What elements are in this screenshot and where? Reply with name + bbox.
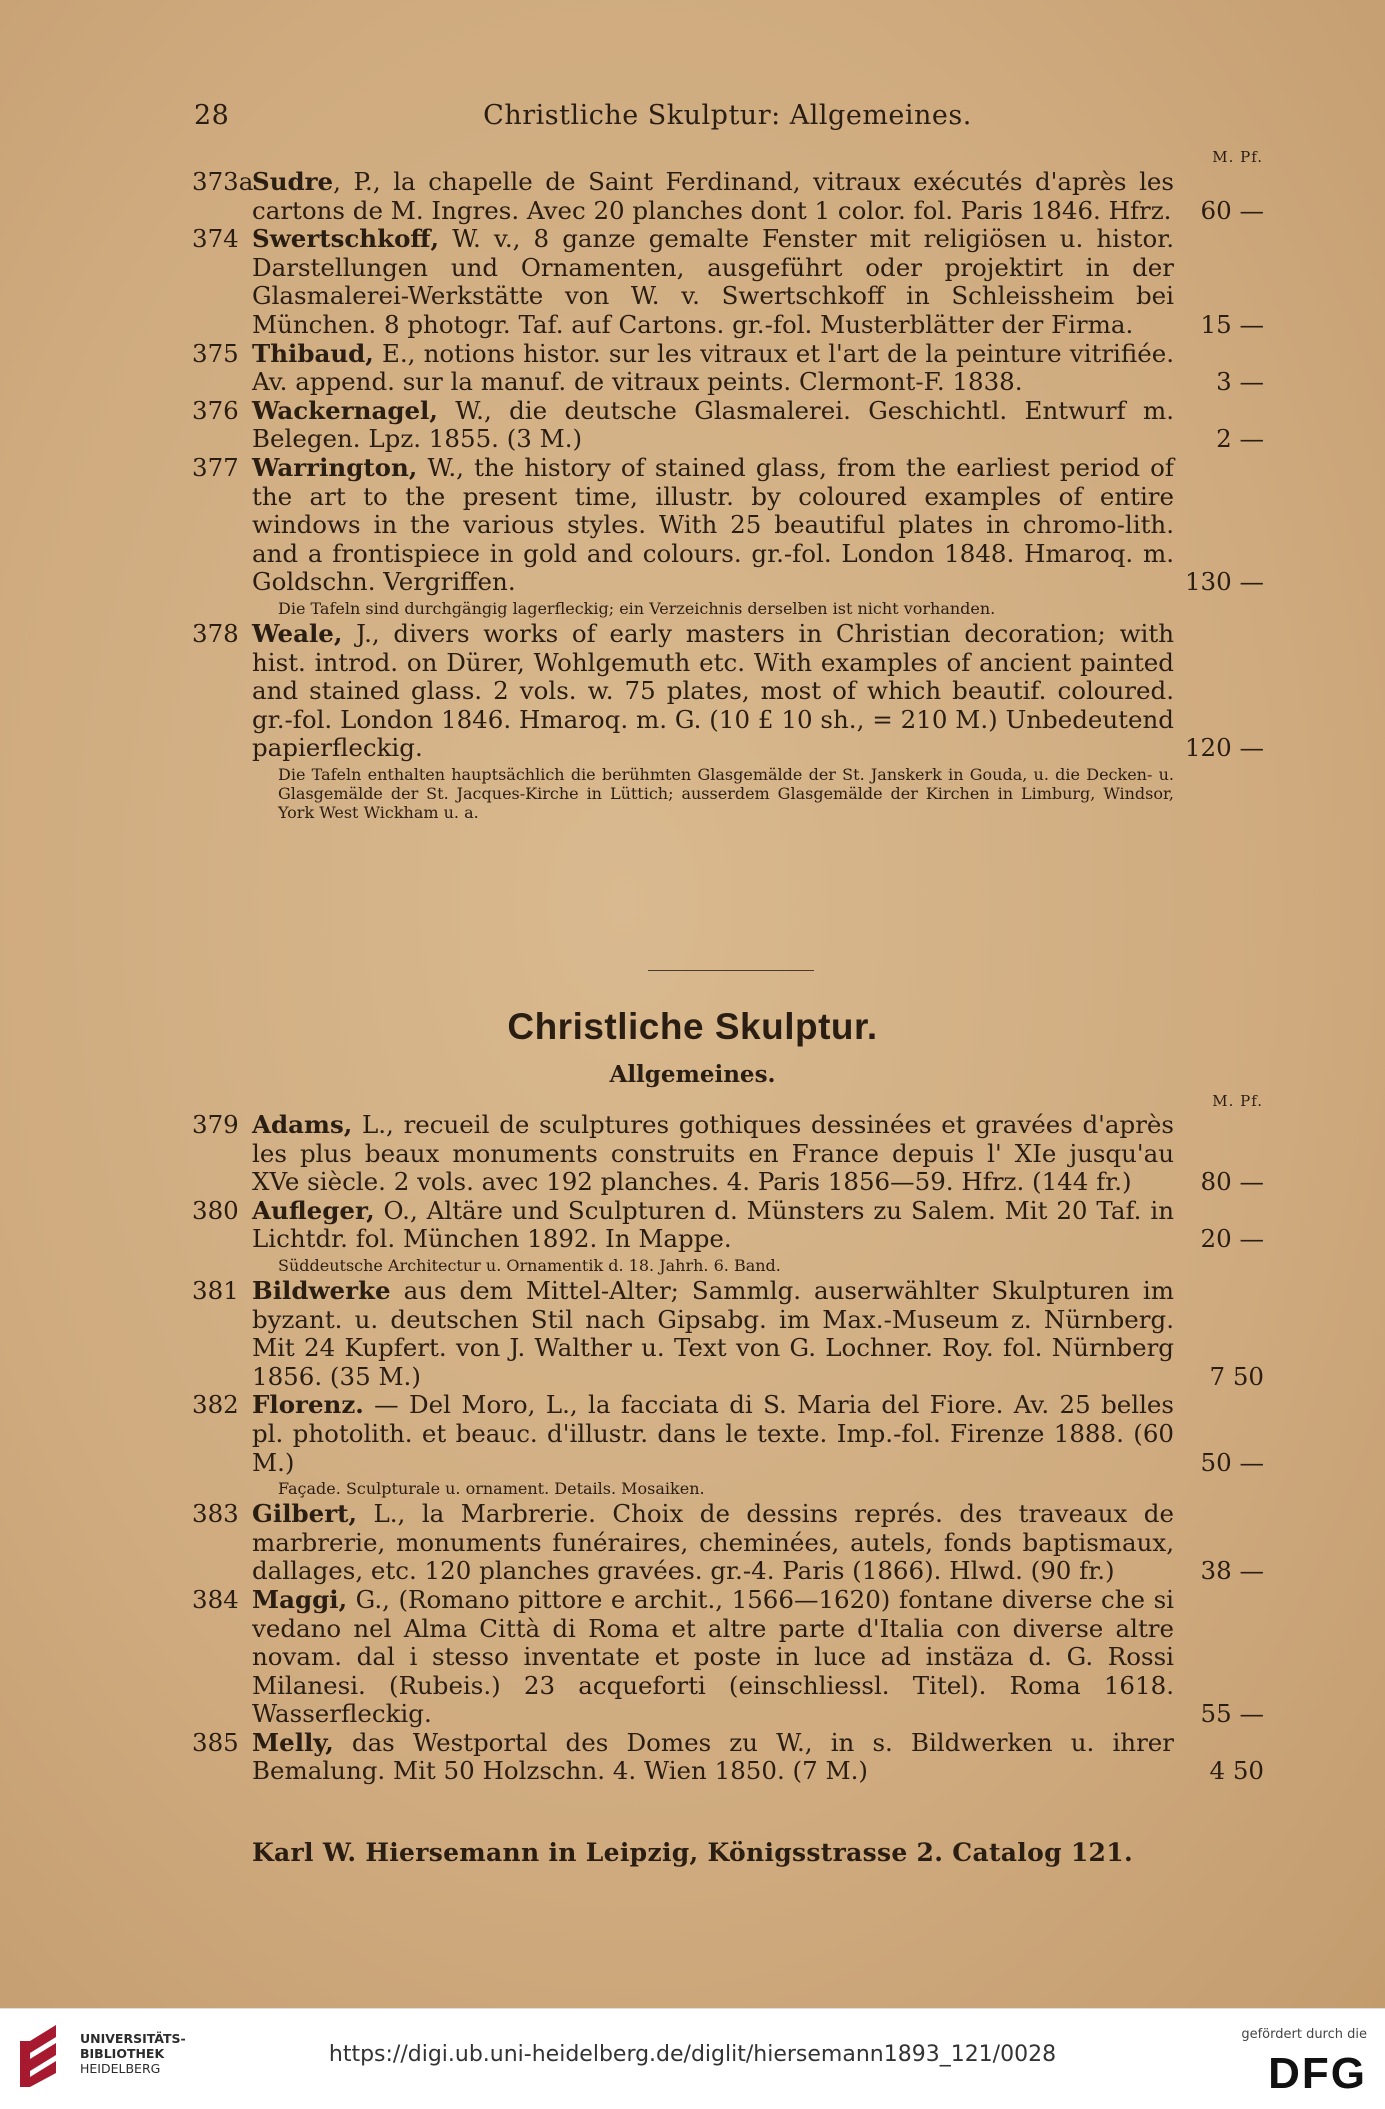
entry-text: das Westportal des Domes zu W., in s. Bildwerken u. ihrer Bemalung. Mit 50 Holzschn. 4. Wien 1850. (7 M.): [252, 1727, 1174, 1786]
entry-body: [252, 1277, 1270, 1391]
entry-price: 4 50: [1209, 1756, 1264, 1786]
entry-price: 130 —: [1184, 567, 1264, 597]
catalog-entry: [190, 1111, 1270, 1197]
running-title: Christliche Skulptur: Allgemeines.: [483, 100, 972, 131]
library-name-line1: UNIVERSITÄTS-: [80, 2031, 186, 2046]
currency-header-top: M. Pf.: [1212, 148, 1263, 166]
entry-text: L., recueil de sculptures gothiques dessinées et gravées d'après les plus beaux monuments construits en France depuis l' XIe jusqu'au XVe siècle. 2 vols. avec 192 planches. 4. Paris 1856—59. Hfrz. (144 fr.): [252, 1110, 1174, 1197]
entry-body: [252, 1586, 1270, 1729]
entry-text: aus dem Mittel-Alter; Sammlg. auserwählter Skulpturen im byzant. u. deutschen Stil nach Gipsabg. im Max.-Museum z. Nürnberg. Mit 24 Kupfert. von J. Walther u. Text von G. Lochner. Roy. fol. Nürnberg 1856. (35 M.): [252, 1275, 1174, 1391]
entry-note: Süddeutsche Architectur u. Ornamentik d. 18. Jahrh. 6. Band.: [278, 1255, 781, 1275]
entry-author: Swertschkoff,: [252, 224, 440, 254]
catalog-entry: [190, 1500, 1270, 1586]
entry-text: — Del Moro, L., la facciata di S. Maria del Fiore. Av. 25 belles pl. photolith. et beauc. d'illustr. dans le texte. Imp.-fol. Firenze 1888. (60 M.): [252, 1390, 1174, 1477]
catalog-entry: [190, 620, 1270, 763]
entry-note: Die Tafeln sind durchgängig lagerfleckig; ein Verzeichnis derselben ist nicht vorhanden.: [278, 598, 996, 618]
entry-price: 60 —: [1200, 195, 1264, 225]
entry-number: 384: [192, 1584, 239, 1614]
entry-author: Sudre: [252, 167, 334, 196]
entry-body: [252, 1391, 1270, 1477]
entries-bottom: [190, 1111, 1270, 1786]
entry-number: 374: [192, 224, 239, 254]
entry-price: 55 —: [1200, 1699, 1264, 1729]
entry-price: 120 —: [1184, 733, 1264, 763]
entry-author: Wackernagel,: [252, 395, 438, 425]
entry-price: 80 —: [1200, 1167, 1264, 1197]
entry-note: Façade. Sculpturale u. ornament. Details. Mosaiken.: [278, 1479, 705, 1499]
entry-body: [252, 620, 1270, 763]
entry-price: 2 —: [1216, 424, 1264, 454]
entry-body: [252, 1729, 1270, 1786]
entry-author: Melly,: [252, 1727, 334, 1757]
entry-price: 20 —: [1200, 1224, 1264, 1254]
entry-text: L., la Marbrerie. Choix de dessins représ. des traveaux de marbrerie, monuments funéraires, cheminées, autels, fonds baptismaux, dallages, etc. 120 planches gravées. gr.-4. Paris (1866). Hlwd. (90 fr.): [252, 1499, 1174, 1586]
entry-text: W., the history of stained glass, from the earliest period of the art to the present time, illustr. by coloured examples of entire windows in the various styles. With 25 beautiful plates in chromo-lith. and a frontispiece in gold and colours. gr.-fol. London 1848. Hmaroq. m. Goldschn. Vergriffen.: [252, 452, 1174, 597]
catalog-entry: [190, 1277, 1270, 1391]
entry-author: Warrington,: [252, 452, 418, 482]
entry-number: 375: [192, 338, 239, 368]
entry-author: Adams,: [252, 1110, 353, 1139]
catalog-entry: [190, 397, 1270, 454]
entry-number: 373a: [192, 167, 254, 196]
funding-caption: gefördert durch die: [1241, 2027, 1367, 2042]
page-number: 28: [194, 100, 230, 131]
entry-price: 50 —: [1200, 1447, 1264, 1477]
entry-author: Weale,: [252, 618, 343, 648]
entries-top: [190, 168, 1270, 824]
entry-body: [252, 225, 1270, 339]
entry-text: , P., la chapelle de Saint Ferdinand, vitraux exécutés d'après les cartons de M. Ingres. Avec 20 planches dont 1 color. fol. Paris 1846. Hfrz.: [252, 167, 1174, 225]
entry-number: 378: [192, 618, 239, 648]
entry-body: [252, 397, 1270, 454]
catalog-entry: [190, 1391, 1270, 1477]
entry-text: G., (Romano pittore e archit., 1566—1620) fontane diverse che si vedano nel Alma Città di Roma et altre parte d'Italia con diverse altre novam. dal i stesso inventate et poste in luce ad instäza d. G. Rossi Milanesi. (Rubeis.) 23 acqueforti (einschliessl. Titel). Roma 1618. Wasserfleckig.: [252, 1584, 1174, 1729]
library-name-line2: BIBLIOTHEK: [80, 2046, 165, 2061]
permalink-url[interactable]: https://digi.ub.uni-heidelberg.de/diglit/hiersemann1893_121/0028: [328, 2042, 1057, 2067]
section-divider: [648, 970, 814, 971]
entry-number: 376: [192, 395, 239, 425]
entry-author: Florenz.: [252, 1390, 364, 1420]
section-subtitle: Allgemeines.: [609, 1061, 776, 1088]
entry-author: Aufleger,: [252, 1195, 375, 1225]
catalog-entry: [190, 454, 1270, 597]
entry-author: Gilbert,: [252, 1499, 358, 1529]
library-name-line3: HEIDELBERG: [80, 2061, 161, 2076]
entry-text: W. v., 8 ganze gemalte Fenster mit religiösen u. histor. Darstellungen und Ornamenten, ausgeführt oder projektirt in der Glasmalerei-Werkstätte von W. v. Swertschkoff in Schleissheim bei München. 8 photogr. Taf. auf Cartons. gr.-fol. Musterblätter der Firma.: [252, 224, 1174, 339]
entry-number: 377: [192, 452, 239, 482]
entry-number: 379: [192, 1110, 239, 1139]
catalog-entry: [190, 1586, 1270, 1729]
entry-price: 38 —: [1200, 1556, 1264, 1586]
viewer-footer: [0, 2008, 1385, 2109]
entry-number: 385: [192, 1727, 239, 1757]
entry-price: 15 —: [1200, 309, 1264, 339]
entry-body: [252, 1500, 1270, 1586]
currency-header-bottom: M. Pf.: [1212, 1092, 1263, 1110]
entry-note: Die Tafeln enthalten hauptsächlich die berühmten Glasgemälde der St. Janskerk in Gouda, u. die Decken- u. Glasgemälde der St. Jacques-Kirche in Lüttich; ausserdem Glasgemälde der Kirchen in Limburg, Windsor, York West Wickham u. a.: [278, 764, 1174, 822]
entry-body: [252, 454, 1270, 597]
entry-number: 382: [192, 1390, 239, 1420]
catalog-entry: [190, 1197, 1270, 1254]
entry-price: 3 —: [1216, 367, 1264, 397]
entry-number: 380: [192, 1195, 239, 1225]
entry-body: [252, 1111, 1270, 1197]
entry-text: E., notions histor. sur les vitraux et l'art de la peinture vitrifiée. Av. append. sur la manuf. de vitraux peints. Clermont-F. 1838.: [252, 338, 1174, 397]
dfg-logo: DFG: [1268, 2049, 1367, 2098]
entry-body: [252, 168, 1270, 225]
entry-text: J., divers works of early masters in Christian decoration; with hist. introd. on Dürer, Wohlgemuth etc. With examples of ancient painted and stained glass. 2 vols. w. 75 plates, most of which beautif. coloured. gr.-fol. London 1846. Hmaroq. m. G. (10 £ 10 sh., = 210 M.) Unbedeutend papierfleckig.: [252, 618, 1174, 763]
entry-number: 381: [192, 1275, 239, 1305]
entry-number: 383: [192, 1499, 239, 1529]
entry-text: O., Altäre und Sculpturen d. Münsters zu Salem. Mit 20 Taf. in Lichtdr. fol. München 1892. In Mappe.: [252, 1195, 1174, 1254]
catalog-entry: [190, 168, 1270, 225]
catalog-entry: [190, 1729, 1270, 1786]
publisher-footer: Karl W. Hiersemann in Leipzig, Königsstrasse 2. Catalog 121.: [252, 1838, 1133, 1867]
catalog-entry: [190, 340, 1270, 397]
entry-price: 7 50: [1209, 1361, 1264, 1391]
entry-author: Bildwerke: [252, 1275, 391, 1305]
catalog-entry: [190, 225, 1270, 339]
section-title: Christliche Skulptur.: [507, 1006, 878, 1047]
entry-author: Maggi,: [252, 1584, 348, 1614]
entry-author: Thibaud,: [252, 338, 374, 368]
entry-text: W., die deutsche Glasmalerei. Geschichtl. Entwurf m. Belegen. Lpz. 1855. (3 M.): [252, 395, 1174, 454]
running-head: [190, 100, 1265, 140]
entry-body: [252, 340, 1270, 397]
entry-body: [252, 1197, 1270, 1254]
